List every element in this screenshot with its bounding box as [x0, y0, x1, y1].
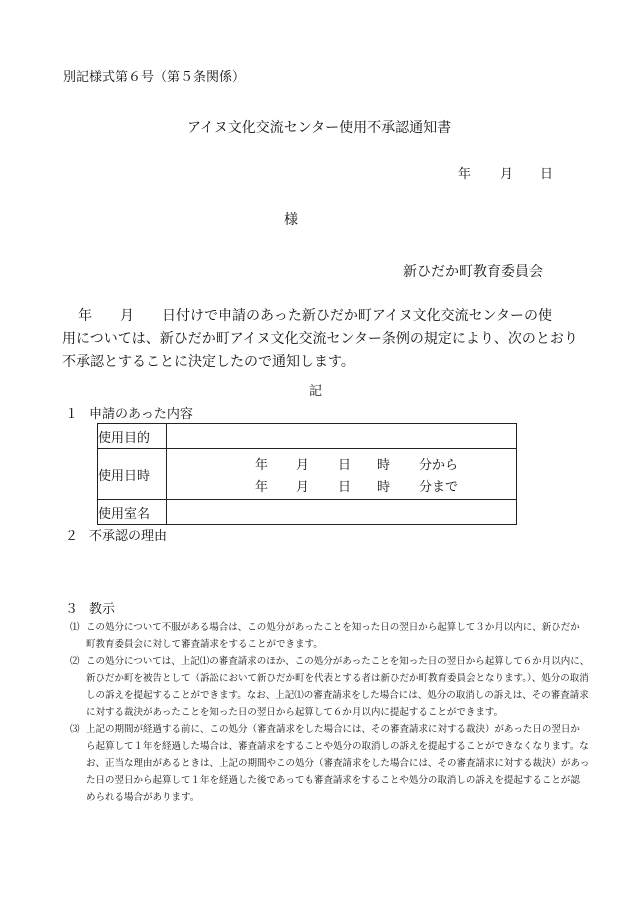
date-year: 年: [458, 167, 472, 182]
note-item: [70, 619, 580, 653]
section2-title: 不承認の理由: [89, 529, 168, 544]
notice-body: [62, 305, 578, 374]
addressee-suffix: 様: [284, 212, 298, 228]
dt-hour: 時: [377, 457, 391, 473]
dt-month: 月: [296, 457, 310, 473]
datetime-to-line: [167, 474, 516, 496]
note-line: められる場合があります。: [86, 792, 200, 803]
application-table: [97, 423, 517, 525]
table-row: [98, 449, 517, 500]
form-id: 別記様式第６号（第５条関係）: [63, 70, 246, 85]
body-line: 年 月 日付けで申請のあった新ひだか町アイヌ文化交流センターの使: [78, 308, 553, 324]
note-line: しの訴えを提起することができます。なお、上記⑴の審査請求をした場合には、処分の取消しの訴えは、その審査請求: [86, 690, 589, 701]
document-title: アイヌ文化交流センター使用不承認通知書: [187, 120, 452, 136]
datetime-label: 使用日時: [98, 449, 167, 500]
note-line: に対する裁決があったことを知った日の翌日から起算して６か月以内に提起することができます。: [86, 707, 504, 718]
note-item: [70, 721, 590, 806]
body-line: 用については、新ひだか町アイヌ文化交流センター条例の規定により、次のとおり: [62, 331, 578, 347]
dt-day: 日: [338, 457, 352, 473]
note-number: ⑵: [70, 656, 80, 667]
note-line: この処分について不服がある場合は、この処分があったことを知った日の翌日から起算して３か月以内に、新ひだか: [86, 622, 580, 633]
note-line: ら起算して１年を経過した場合は、審査請求をすることや処分の取消しの訴えを提起することができなくなります。な: [86, 741, 589, 752]
purpose-label: 使用目的: [98, 424, 167, 449]
date-month: 月: [500, 167, 514, 182]
note-number: ⑶: [70, 724, 80, 735]
table-row: [98, 424, 517, 449]
dt-year: 年: [255, 479, 269, 495]
note-item: [70, 653, 590, 721]
dt-to: 分まで: [419, 479, 459, 495]
sender: 新ひだか町教育委員会: [403, 264, 543, 280]
dt-month: 月: [296, 479, 310, 495]
dt-year: 年: [255, 457, 269, 473]
room-label: 使用室名: [98, 500, 167, 525]
purpose-value: [167, 424, 517, 449]
dt-day: 日: [338, 479, 352, 495]
section1-number: １: [65, 407, 79, 422]
dt-from: 分から: [419, 457, 459, 473]
note-number: ⑴: [70, 622, 80, 633]
dt-hour: 時: [377, 479, 391, 495]
note-line: お、正当な理由があるときは、上記の期間やこの処分（審査請求をした場合には、その審査請求に対する裁決）があっ: [86, 758, 590, 769]
section3-title: 教示: [89, 602, 116, 617]
section3-number: ３: [65, 602, 79, 617]
section1-title: 申請のあった内容: [89, 407, 193, 422]
note-line: 町教育委員会に対して審査請求をすることができます。: [86, 639, 323, 650]
date-day: 日: [540, 167, 554, 182]
body-line: 不承認とすることに決定したので通知します。: [62, 354, 355, 370]
ki-label: 記: [309, 384, 323, 399]
room-value: [167, 500, 517, 525]
note-line: この処分については、上記⑴の審査請求のほか、この処分があったことを知った日の翌日から起算して６か月以内に、: [86, 656, 590, 667]
datetime-from-line: [167, 452, 516, 474]
notes-list: [70, 619, 590, 806]
note-line: た日の翌日から起算して１年を経過した後であっても審査請求をすることや処分の取消しの訴えを提起することが認: [86, 775, 580, 786]
table-row: [98, 500, 517, 525]
section2-number: ２: [65, 529, 79, 544]
note-line: 新ひだか町を被告として（訴訟において新ひだか町を代表とする者は新ひだか町教育委員会となります。）、処分の取消: [86, 673, 589, 684]
note-line: 上記の期間が経過する前に、この処分（審査請求をした場合には、その審査請求に対する裁決）があった日の翌日か: [86, 724, 580, 735]
datetime-value: [167, 449, 517, 500]
